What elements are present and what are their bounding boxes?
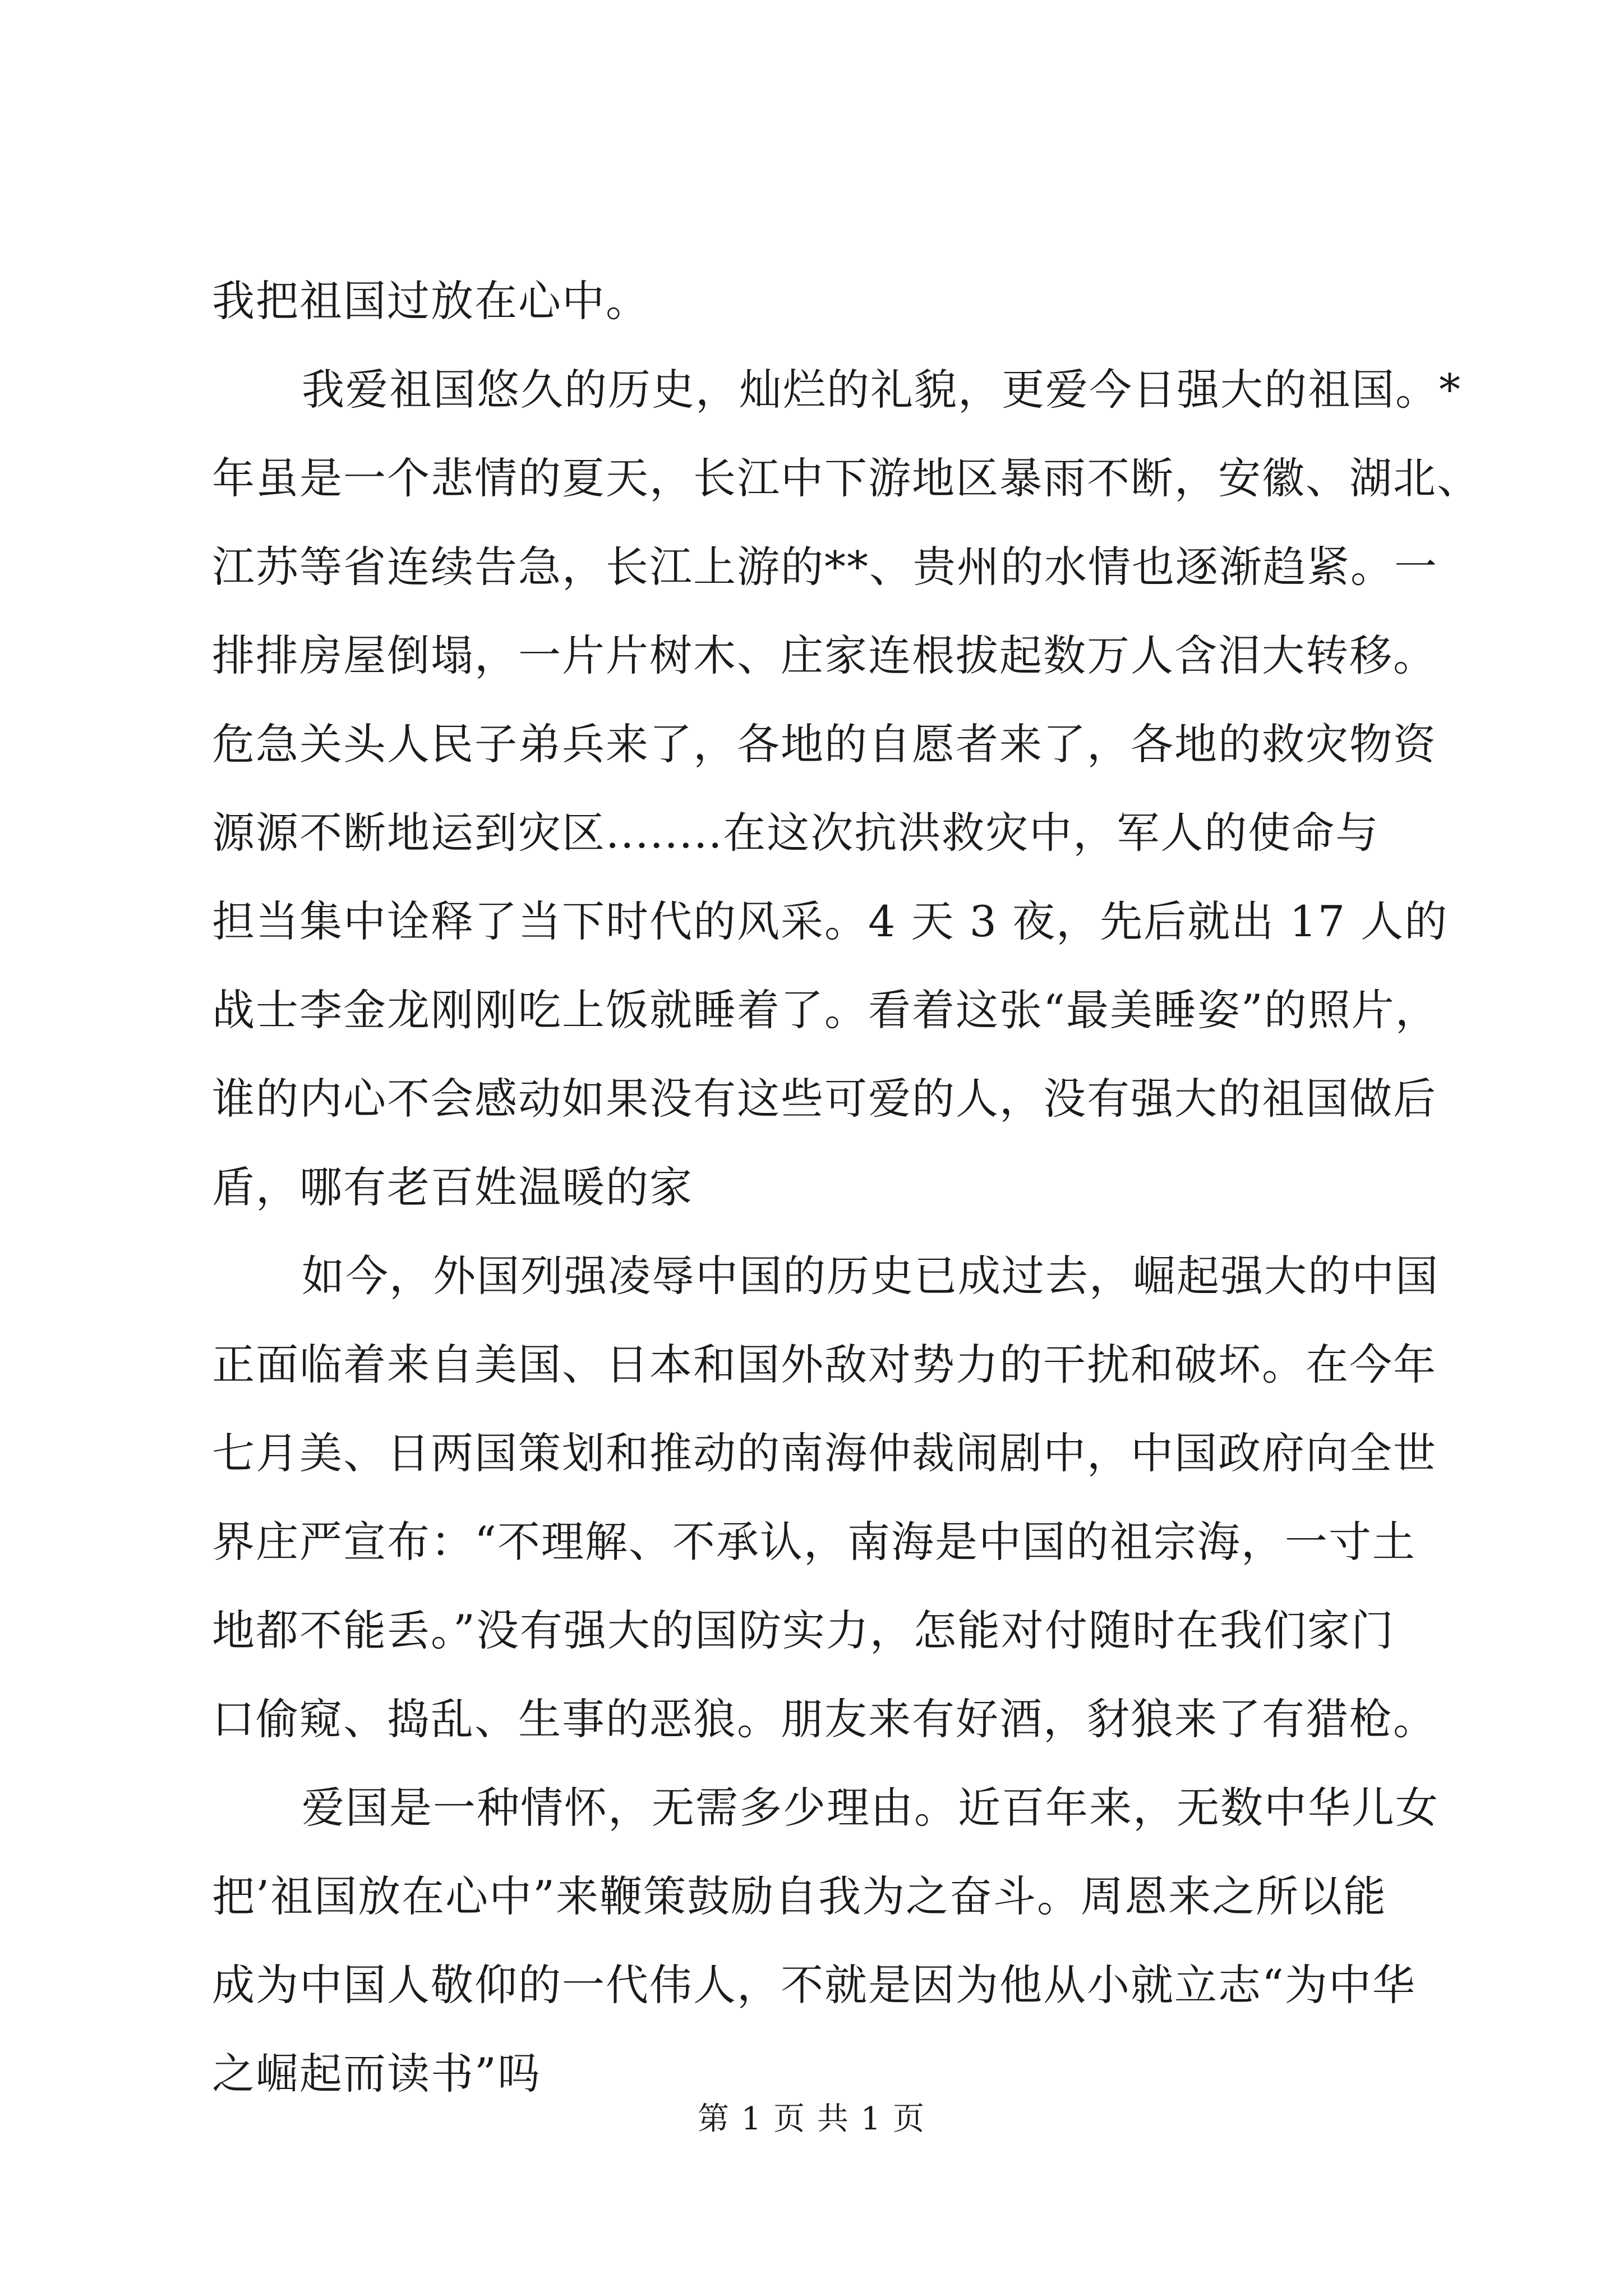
text-line: 界庄严宣布：“不理解、不承认，南海是中国的祖宗海，一寸土 [212, 1517, 1416, 1567]
text-line: 盾，哪有老百姓温暖的家 [212, 1162, 693, 1212]
text-line: 年虽是一个悲情的夏天，长江中下游地区暴雨不断，安徽、湖北、 [212, 453, 1481, 503]
text-line: 谁的内心不会感动如果没有这些可爱的人，没有强大的祖国做后 [212, 1074, 1437, 1124]
text-line: 正面临着来自美国、日本和国外敌对势力的干扰和破坏。在今年 [212, 1340, 1437, 1389]
text-line: 源源不断地运到灾区........在这次抗洪救灾中，军人的使命与 [212, 808, 1380, 858]
body-text [212, 257, 1481, 2118]
text-line: 战士李金龙刚刚吃上饭就睡着了。看着这张“最美睡姿”的照片， [212, 985, 1439, 1035]
text-line: 口偷窥、捣乱、生事的恶狼。朋友来有好酒，豺狼来了有猎枪。 [212, 1694, 1437, 1744]
text-line: 担当集中诠释了当下时代的风采。4 天 3 夜，先后就出 17 人的 [212, 896, 1449, 946]
paragraph-start-line: 我爱祖国悠久的历史，灿烂的礼貌，更爱今日强大的祖国。* [302, 365, 1461, 415]
page-number-footer: 第 1 页 共 1 页 [697, 2101, 926, 2137]
text-line: 危急关头人民子弟兵来了，各地的自愿者来了，各地的救灾物资 [212, 719, 1437, 769]
text-line: 地都不能丢。”没有强大的国防实力，怎能对付随时在我们家门 [212, 1605, 1395, 1655]
paragraph-start-line: 如今，外国列强凌辱中国的历史已成过去，崛起强大的中国 [302, 1251, 1439, 1301]
text-line: 江苏等省连续告急，长江上游的**、贵州的水情也逐渐趋紧。一 [212, 542, 1438, 592]
text-line: 把’祖国放在心中”来鞭策鼓励自我为之奋斗。周恩来之所以能 [212, 1871, 1387, 1921]
text-line: 成为中国人敬仰的一代伟人，不就是因为他从小就立志“为中华 [212, 1960, 1416, 2010]
text-line: 我把祖国过放在心中。 [212, 276, 649, 326]
paragraph-start-line: 爱国是一种情怀，无需多少理由。近百年来，无数中华儿女 [302, 1783, 1439, 1833]
text-line: 七月美、日两国策划和推动的南海仲裁闹剧中，中国政府向全世 [212, 1428, 1437, 1478]
text-line: 之崛起而读书”吗 [212, 2049, 541, 2099]
text-line: 排排房屋倒塌，一片片树木、庄家连根拔起数万人含泪大转移。 [212, 631, 1437, 680]
